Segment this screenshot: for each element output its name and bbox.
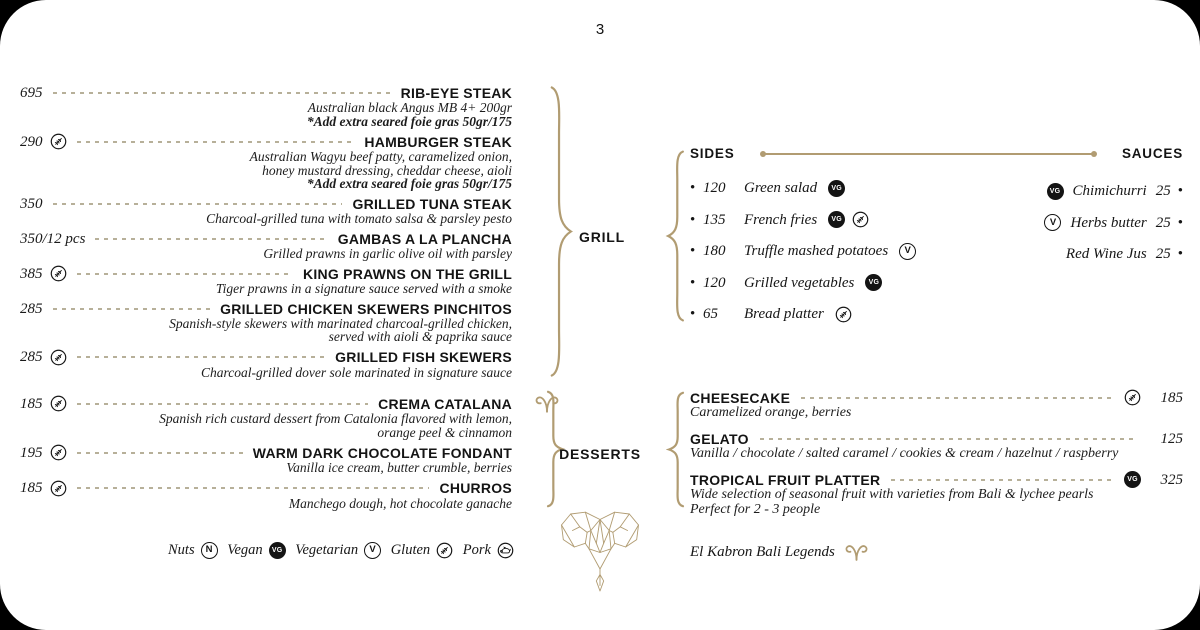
vegan-badge: VG: [269, 542, 286, 559]
item-price: 290: [20, 133, 43, 150]
sides-label: SIDES: [690, 146, 735, 161]
legend-label: Gluten: [390, 542, 431, 558]
item-description: Tiger prawns in a signature sauce served with a smoke: [215, 281, 512, 297]
menu-item: [20, 480, 512, 511]
grill-section-label: GRILL: [579, 229, 625, 245]
menu-item: [20, 349, 512, 380]
item-price: 195: [20, 444, 43, 461]
sauces-label: SAUCES: [1121, 146, 1183, 161]
sauce-price: 25: [1155, 214, 1171, 231]
side-name: Truffle mashed potatoes: [744, 243, 889, 260]
dotted-leader: [891, 479, 1113, 481]
dotted-leader: [801, 397, 1113, 399]
item-price: 285: [20, 349, 43, 366]
item-name: CREMA CATALANA: [378, 395, 512, 412]
item-price: 350/12 pcs: [20, 230, 86, 247]
desserts-left-section: [20, 395, 512, 515]
dotted-leader: [53, 92, 391, 94]
ram-logo: [545, 499, 655, 595]
item-addon: *Add extra seared foie gras 50gr/175: [306, 176, 512, 192]
menu-item: [690, 431, 1183, 462]
bullet: •: [690, 211, 696, 228]
dotted-leader: [77, 273, 294, 275]
legend-label: Vegan: [227, 542, 263, 558]
legend-label: Vegetarian: [295, 542, 359, 558]
bullet: •: [1177, 214, 1183, 231]
desserts-right-section: [690, 389, 1183, 527]
item-description: Manchego dough, hot chocolate ganache: [288, 495, 512, 511]
menu-item: [20, 196, 512, 226]
bullet: •: [690, 243, 696, 260]
item-name: RIB-EYE STEAK: [400, 85, 512, 101]
grill-section: [20, 85, 512, 385]
gluten-icon: [50, 265, 67, 282]
legend-item: [463, 541, 514, 559]
side-price: 135: [703, 211, 726, 228]
item-name: KING PRAWNS ON THE GRILL: [303, 265, 512, 282]
sauce-name: Red Wine Jus: [1065, 246, 1147, 263]
side-price: 65: [703, 306, 718, 323]
item-description: Wide selection of seasonal fruit with varieties from Bali & lychee pearls: [690, 487, 1094, 503]
gluten-icon: [50, 133, 67, 150]
side-price: 120: [703, 180, 726, 196]
item-description: Caramelized orange, berries: [690, 405, 852, 420]
gluten-icon: [852, 211, 869, 228]
item-description: Perfect for 2 - 3 people: [690, 501, 821, 517]
legend-item: [168, 541, 218, 559]
legend-label: Nuts: [168, 542, 195, 558]
item-name: GAMBAS A LA PLANCHA: [337, 230, 512, 247]
gluten-icon: [50, 349, 67, 366]
side-price: 180: [703, 243, 726, 260]
page-number: 3: [595, 21, 605, 38]
desserts-brace-right: [666, 391, 685, 508]
dotted-leader: [77, 141, 355, 143]
ram-horns-icon: [534, 392, 560, 414]
gluten-icon: [50, 395, 67, 412]
item-description: Spanish rich custard dessert from Catalonia flavored with lemon,: [159, 411, 512, 426]
vegetarian-badge: V: [1044, 214, 1061, 231]
side-price: 120: [703, 274, 726, 291]
dotted-leader: [77, 452, 243, 454]
bullet: •: [690, 306, 696, 323]
item-addon: *Add extra seared foie gras 50gr/175: [306, 113, 512, 129]
item-name: GRILLED TUNA STEAK: [352, 195, 512, 212]
sauce-name: Chimichurri: [1072, 183, 1147, 199]
item-description: Spanish-style skewers with marinated charcoal-grilled chicken,: [169, 315, 512, 331]
item-description: orange peel & cinnamon: [377, 424, 512, 440]
item-description: honey mustard dressing, cheddar cheese, aioli: [262, 162, 512, 178]
sauce-item: [933, 182, 1183, 200]
dotted-leader: [77, 487, 430, 489]
dotted-leader: [95, 238, 327, 240]
bullet: •: [1177, 183, 1183, 199]
side-name: Grilled vegetables: [744, 274, 855, 291]
item-description: Australian black Angus MB 4+ 200gr: [307, 100, 512, 115]
pork-icon: [497, 542, 514, 559]
bullet: •: [1177, 246, 1183, 263]
nuts-badge: N: [201, 542, 218, 559]
dotted-leader: [53, 203, 343, 205]
gluten-icon: [50, 444, 67, 461]
dotted-leader: [77, 403, 369, 405]
brand-text: El Kabron Bali Legends: [690, 543, 835, 560]
menu-item: [20, 85, 512, 128]
item-name: GELATO: [690, 430, 749, 447]
item-price: 385: [20, 265, 43, 282]
item-price: 325: [1160, 471, 1183, 488]
item-description: Vanilla / chocolate / salted caramel / cookies & cream / hazelnut / raspberry: [690, 445, 1119, 461]
item-description: Charcoal-grilled tuna with tomato salsa & parsley pesto: [206, 210, 512, 226]
ram-horns-icon: [844, 542, 869, 561]
vegan-badge: VG: [1124, 471, 1141, 488]
bullet: •: [690, 274, 696, 291]
menu-item: [20, 444, 512, 475]
dotted-leader: [53, 308, 211, 310]
sauce-item: [933, 214, 1183, 232]
sides-sauces-header: [690, 146, 1183, 162]
dotted-leader: [760, 438, 1138, 440]
dotted-leader: [77, 356, 326, 358]
vegan-badge: VG: [1047, 183, 1064, 200]
item-description: Vanilla ice cream, butter crumble, berries: [286, 460, 512, 476]
vegan-badge: VG: [828, 180, 845, 197]
item-description: Charcoal-grilled dover sole marinated in signature sauce: [201, 364, 512, 380]
gluten-icon: [1124, 389, 1141, 406]
dietary-legend: [168, 541, 514, 559]
vegan-badge: VG: [828, 211, 845, 228]
item-price: 185: [1160, 389, 1183, 406]
item-name: GRILLED FISH SKEWERS: [335, 349, 512, 366]
item-description: served with aioli & paprika sauce: [328, 329, 512, 345]
menu-item: [20, 395, 512, 439]
item-price: 350: [20, 195, 43, 212]
menu-item: [690, 471, 1183, 517]
vegetarian-badge: V: [899, 243, 916, 260]
sauce-name: Herbs butter: [1070, 214, 1147, 231]
item-price: 695: [20, 85, 43, 101]
sauce-item: [933, 245, 1183, 263]
item-name: GRILLED CHICKEN SKEWERS PINCHITOS: [220, 300, 512, 317]
legend-item: [227, 541, 285, 559]
item-description: Grilled prawns in garlic olive oil with parsley: [263, 245, 512, 261]
menu-item: [20, 265, 512, 296]
bullet: •: [690, 180, 696, 196]
item-name: WARM DARK CHOCOLATE FONDANT: [252, 444, 512, 461]
side-item: [690, 305, 1183, 323]
item-name: TROPICAL FRUIT PLATTER: [690, 471, 881, 488]
sides-brace: [665, 149, 685, 323]
brand-footer: [690, 542, 869, 561]
item-name: CHURROS: [439, 480, 512, 497]
legend-item: [295, 541, 381, 559]
vegan-badge: VG: [865, 274, 882, 291]
header-rule: [763, 153, 1094, 155]
item-price: 285: [20, 300, 43, 317]
item-price: 185: [20, 480, 43, 497]
sauce-price: 25: [1155, 246, 1171, 263]
side-name: French fries: [744, 211, 818, 228]
legend-item: [391, 541, 453, 559]
item-price: 185: [20, 395, 43, 412]
item-description: Australian Wagyu beef patty, caramelized onion,: [249, 149, 512, 165]
legend-label: Pork: [462, 542, 491, 558]
desserts-section-label: DESSERTS: [559, 446, 641, 462]
gluten-icon: [436, 542, 453, 559]
menu-item: [20, 231, 512, 261]
vegetarian-badge: V: [364, 542, 381, 559]
gluten-icon: [835, 306, 852, 323]
side-name: Bread platter: [744, 306, 824, 323]
gluten-icon: [50, 480, 67, 497]
item-price: 125: [1160, 430, 1183, 447]
sauce-price: 25: [1155, 183, 1171, 199]
item-name: CHEESECAKE: [690, 389, 791, 406]
sauces-list: [933, 182, 1183, 277]
item-name: HAMBURGER STEAK: [364, 133, 512, 150]
menu-item: [20, 133, 512, 191]
side-name: Green salad: [744, 180, 818, 196]
menu-item: [690, 389, 1183, 421]
menu-item: [20, 301, 512, 344]
